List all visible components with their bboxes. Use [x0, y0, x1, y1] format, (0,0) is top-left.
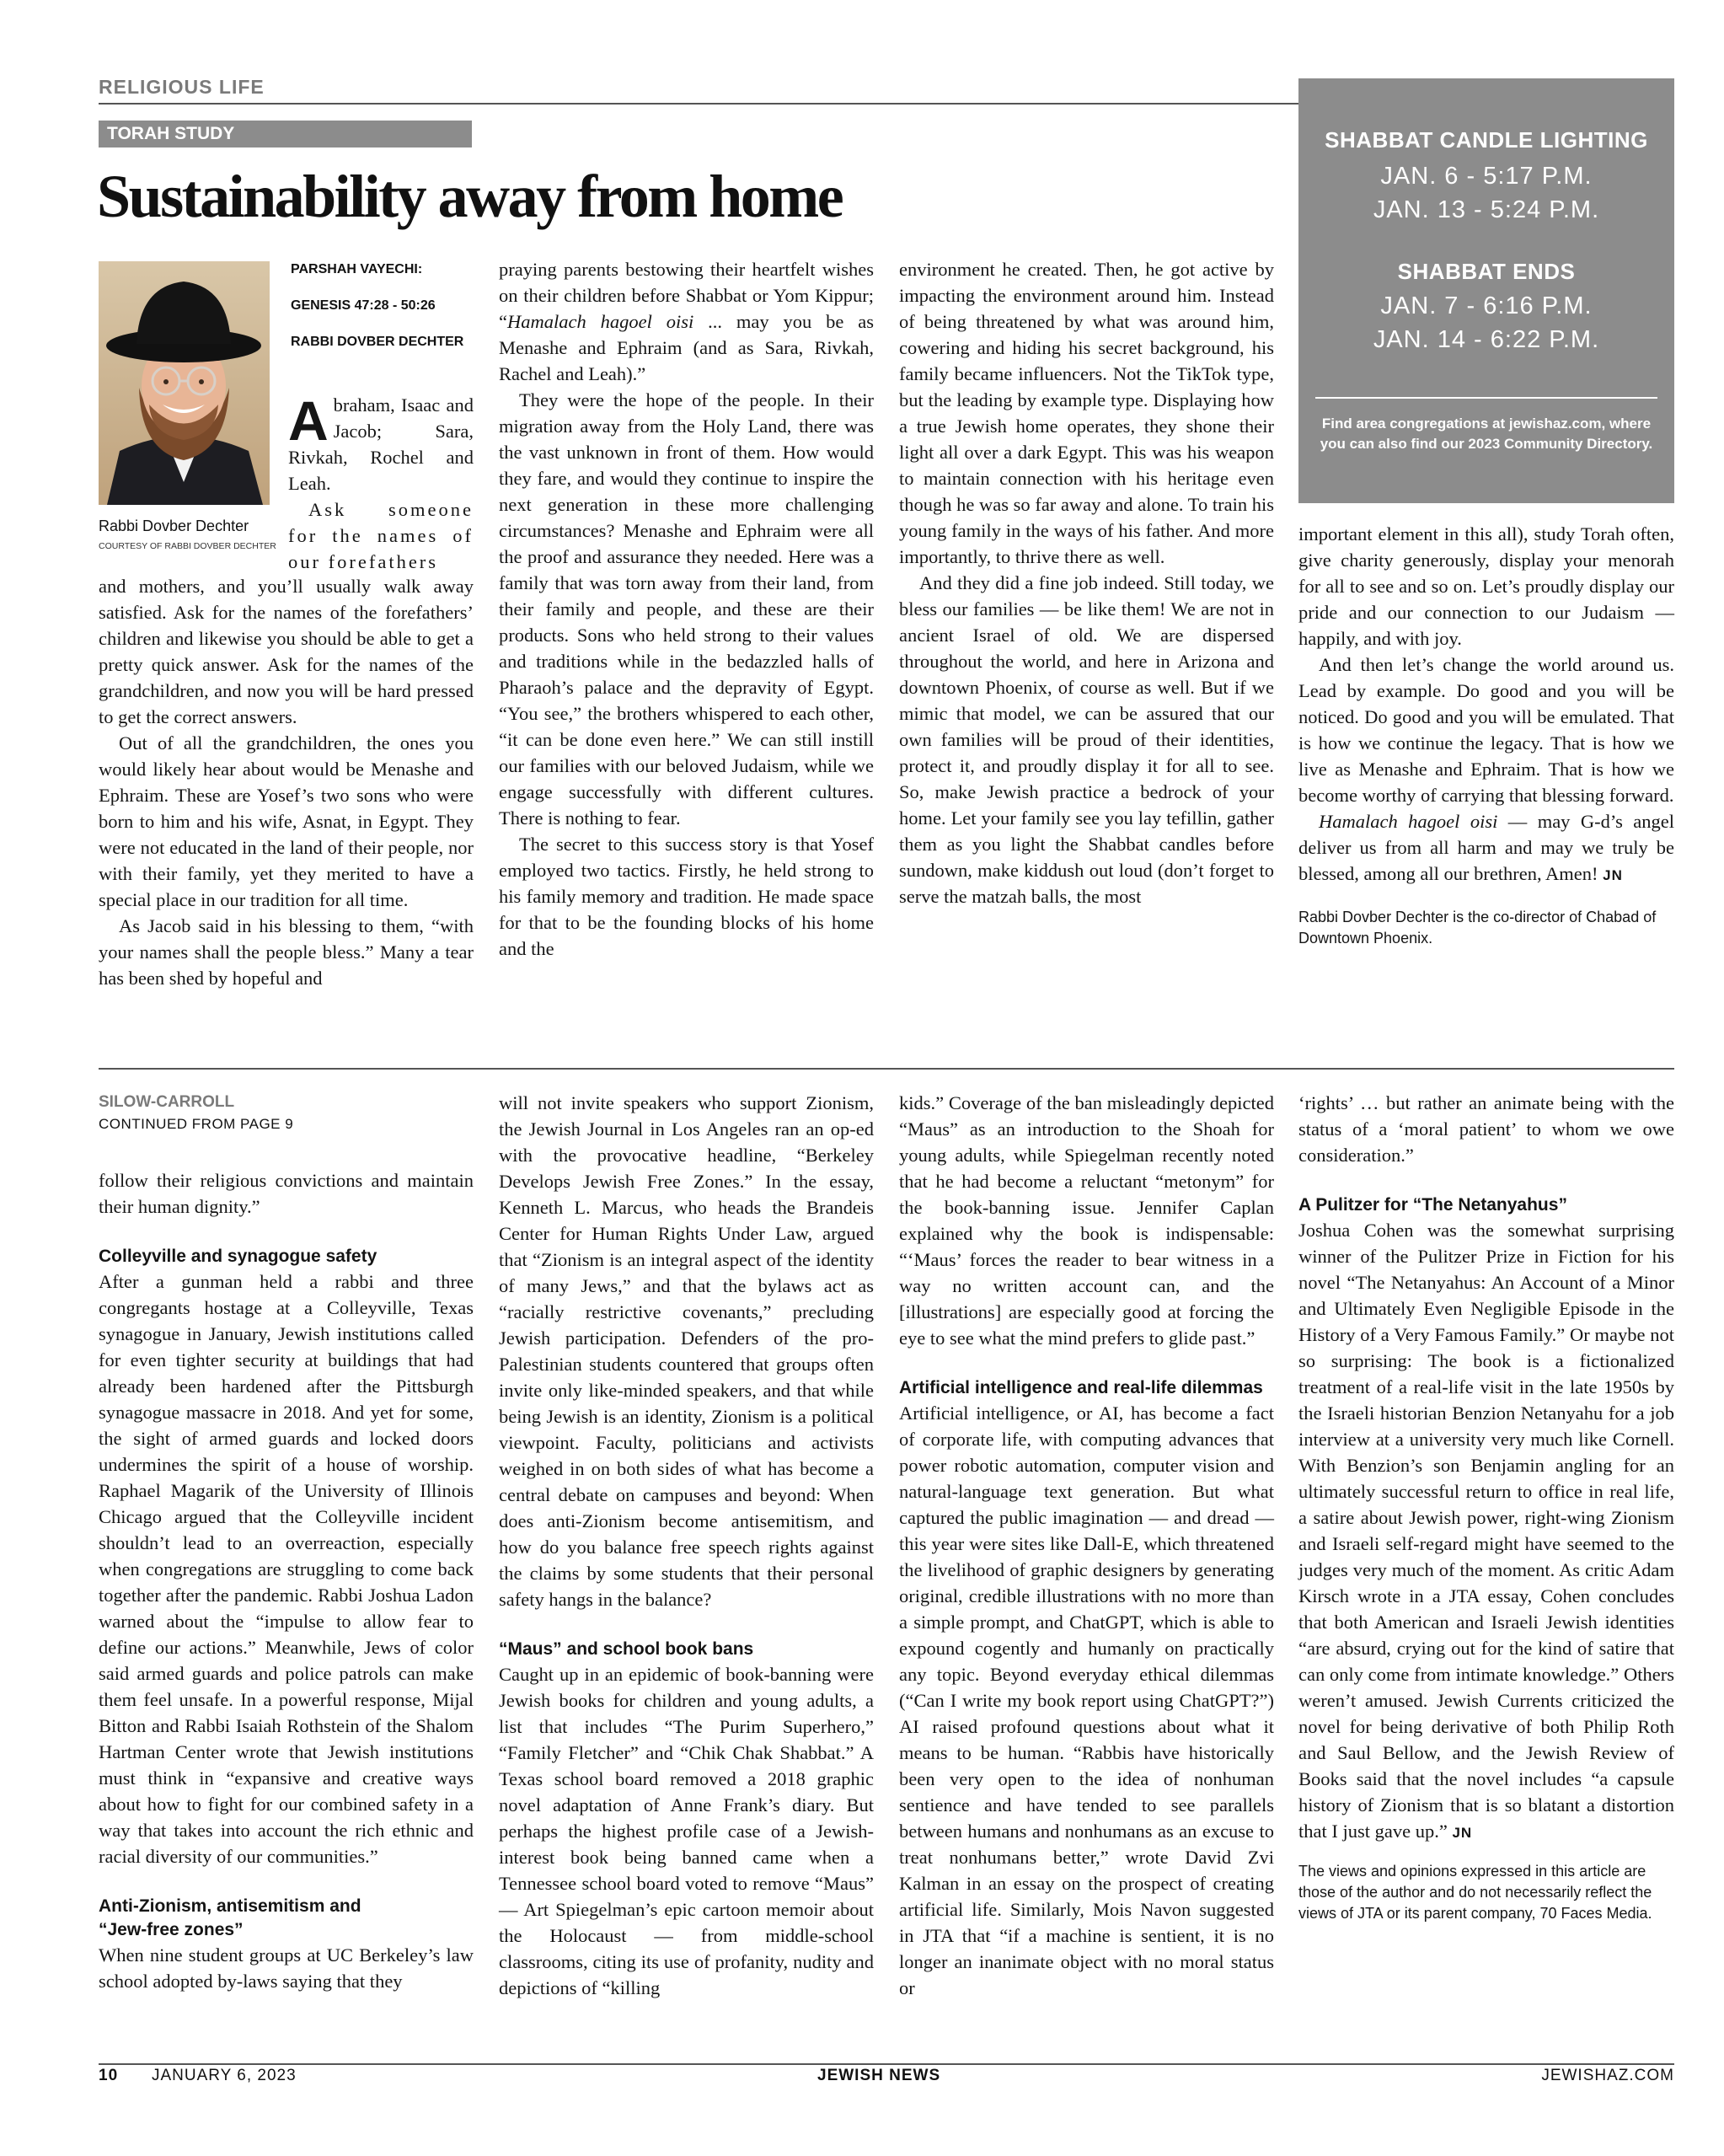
footer-rule	[99, 2063, 1674, 2065]
paragraph: important element in this all), study Torah often, give charity generously, display your menorah for all to see and so on. Let’s proudly display our pride and our connection to our Judaism — happily, and with joy.	[1298, 523, 1674, 649]
paragraph: ‘rights’ … but rather an animate being with the status of a ‘moral patient’ to whom we owe consideration.”	[1298, 1092, 1674, 1166]
text-run: praying parents bestowing their heartfelt wishes on their children before Shabbat or Yom Kippur; “	[499, 259, 874, 332]
paragraph	[1298, 808, 1674, 888]
label-text: TORAH STUDY	[107, 124, 235, 143]
intro-text-b: Ask someone for the names of our forefathers	[288, 499, 474, 572]
torah-col-2	[499, 256, 874, 962]
subhead-pulitzer: A Pulitzer for “The Netanyahus”	[1298, 1195, 1567, 1215]
paragraph: kids.” Coverage of the ban misleadingly depicted “Maus” as an introduction to the Shoah for young adults, while Spiegelman recently noted that he had become a reluctant “metonym” for the book-banning issue. Jennifer Caplan explained why the book is indispensable: “‘Maus’ forces the reader to bear witness in a way no written account can, and the [illustrations] are especially good at forcing the eye to see what the mind prefers to glide past.”	[899, 1092, 1274, 1349]
paragraph: As Jacob said in his blessing to them, “with your names shall the people bless.” Many a tear has been shed by hopeful and	[99, 915, 474, 989]
rabbi-portrait-image	[99, 261, 270, 505]
parshah-label: PARSHAH VAYECHI:	[291, 262, 423, 276]
paragraph	[499, 256, 874, 387]
byline-block	[291, 256, 463, 355]
article-divider	[99, 1068, 1674, 1070]
subhead-ai: Artificial intelligence and real-life dilemmas	[899, 1378, 1263, 1397]
subhead-colleyville: Colleyville and synagogue safety	[99, 1247, 377, 1266]
text-run: ... may you be as Menashe and Ephraim (and as Sara, Rivkah, Rachel and Leah).”	[499, 311, 875, 384]
candle-time-2: JAN. 13 - 5:24 P.M.	[1373, 196, 1600, 223]
continued-col-3	[899, 1090, 1274, 2001]
torah-col-1-intro	[288, 389, 474, 575]
paragraph: They were the hope of the people. In their migration away from the Holy Land, there was the vast unknown in front of them. How would they fare, and would they continue to inspire the next generation in these more challenging circumstances? Menashe and Ephraim were all the proof and assurance they needed. Here was a family that was torn away from their land, from their family and people, and these are their products. Sons who held strong to their values and traditions while in the bedazzled halls of Pharaoh’s palace and the depravity of Egypt. “You see,” the brothers whispered to each other, “it can be done even here.” We can still instill our families with our beloved Judaism, while we engage successfully with different cultures. There is nothing to fear.	[499, 389, 874, 829]
text-run: Joshua Cohen was the somewhat surprising winner of the Pulitzer Prize in Fiction for his novel “The Netanyahus: An Account of a Minor and Ultimately Even Negligible Episode in the History of a Very Famous Family.” Or maybe not so surprising: The book is a fictionalized treatment of a real-life visit in the late 1950s by the Israeli historian Benzion Netanyahu for a job interview at a university very much like Cornell. With Benzion’s son Benjamin angling for an ultimately successful return to office in real life, a satire about Jewish power, right-wing Zionism and Israeli self-regard might have seemed to the judges very much of the moment. As critic Adam Kirsch wrote in a JTA essay, Cohen concludes that both American and Israeli Jewish identities “are absurd, crying out for the kind of satire that can only come from intimate knowledge.” Others weren’t amused. Jewish Currents criticized the novel for being derivative of both Philip Roth and Saul Bellow, and the Jewish Review of Books said that the novel includes “a capsule history of Zionism that is so blatant a distortion that I just gave up.”	[1298, 1220, 1674, 1842]
website: JEWISHAZ.COM	[1541, 2067, 1674, 2084]
torah-col-3	[899, 256, 1274, 909]
text-run: — may G-d’s angel deliver us from all harm and may we truly be blessed, among all our brethren, Amen!	[1298, 811, 1675, 884]
jn-end-mark: JN	[1603, 867, 1623, 883]
box-note: Find area congregations at jewishaz.com, where you can also find our 2023 Community Directory.	[1320, 416, 1653, 452]
issue-date: JANUARY 6, 2023	[152, 2067, 297, 2084]
continued-from: CONTINUED FROM PAGE 9	[99, 1116, 294, 1132]
paragraph: Caught up in an epidemic of book-banning were Jewish books for children and young adults, a list that includes “The Purim Superhero,” “Family Fletcher” and “Chik Chak Shabbat.” A Texas school board removed a 2018 graphic novel adaptation of Anne Frank’s diary. But perhaps the highest profile case of a Jewish-interest book being banned came when a Tennessee school board voted to remove “Maus” — Art Spiegelman’s epic cartoon memoir about the Holocaust — from middle-school classrooms, citing its use of profanity, nudity and depictions of “killing	[499, 1664, 874, 1998]
jn-end-mark: JN	[1452, 1825, 1473, 1841]
page-number: 10	[99, 2067, 119, 2084]
paragraph: Artificial intelligence, or AI, has become a fact of corporate life, with computing advances that power robotic automation, computer vision and natural-language text generation. But what captured the public imagination — and dread — this year were sites like Dall-E, which threatened the livelihood of graphic designers by generating original, credible illustrations with no more than a simple prompt, and ChatGPT, which is able to expound cogently and humanly on practically any topic. Beyond everyday ethical dilemmas (“Can I write my book report using ChatGPT?”) AI raised profound questions about what it means to be human. “Rabbis have historically been very open to the idea of nonhuman sentience and have tended to see parallels between humans and nonhumans as an excuse to treat nonhumans better,” wrote David Zvi Kalman in an essay on the prospect of creating artificial life. Similarly, Mois Navon suggested in JTA that “if a machine is sentient, it is no longer an inanimate object with no moral status or	[899, 1402, 1274, 1998]
section-title: RELIGIOUS LIFE	[99, 76, 265, 98]
candle-lighting-heading: SHABBAT CANDLE LIGHTING	[1325, 127, 1648, 153]
photo-caption: Rabbi Dovber Dechter	[99, 518, 249, 534]
paragraph: environment he created. Then, he got active by impacting the environment around him. Instead of being threatened by what was around him, cowering and hiding his secret background, his family became influencers. Not the TikTok type, but the leading by example type. Displaying how a true Jewish home operates, they shone their light all over a dark Egypt. This was his weapon to maintain connection with his heritage even though he was so far away and alone. To train his young family in the ways of his father. And more importantly, to thrive there as well.	[899, 259, 1274, 567]
photo-credit: COURTESY OF RABBI DOVBER DECHTER	[99, 541, 276, 551]
torah-study-label	[99, 121, 472, 147]
italic-phrase: Hamalach hagoel oisi	[1319, 811, 1498, 832]
paragraph: And they did a fine job indeed. Still today, we bless our families — be like them! We are not in ancient Israel of old. We are dispersed throughout the world, and here in Arizona and downtown Phoenix, of course as well. But if we mimic that model, we can be assured that our own families will be proud of their identities, protect it, and proudly display it for all to see. So, make Jewish practice a bedrock of your home. Let your family see you lay tefillin, gather them as you light the Shabbat candles before sundown, make kiddush out loud (don’t forget to serve the matzah balls, the most	[899, 572, 1274, 907]
box-divider	[1315, 397, 1657, 399]
subhead-anti-zionism-2: “Jew-free zones”	[99, 1920, 244, 1939]
paragraph: will not invite speakers who support Zionism, the Jewish Journal in Los Angeles ran an op-ed with the provocative headline, “Berkeley Develops Jewish Free Zones.” In the essay, Kenneth L. Marcus, who heads the Brandeis Center for Human Rights Under Law, argued that “Zionism is an integral aspect of the identity of many Jews,” and that the bylaws act as “racially restrictive covenants,” precluding Jewish participation. Defenders of the pro-Palestinian students countered that groups often invite only like-minded speakers, and that while being Jewish is an identity, Zionism is a political viewpoint. Faculty, politicians and activists weighed in on both sides of what has become a central debate on campuses and beyond: When does anti-Zionism become antisemitism, and how do you balance free speech rights against the claims by some students that their personal safety hangs in the balance?	[499, 1092, 874, 1610]
verse-range: GENESIS 47:28 - 50:26	[291, 298, 436, 313]
continued-author: SILOW-CARROLL	[99, 1093, 235, 1111]
paragraph: Out of all the grandchildren, the ones you would likely hear about would be Menashe and Ephraim. These are Yosef’s two sons who were born to him and his wife, Asnat, in Egypt. They were not educated in the land of their people, nor with their family, yet they merited to have a special place in our tradition for all time.	[99, 732, 474, 910]
section-rule	[99, 103, 1312, 105]
shabbat-ends-heading: SHABBAT ENDS	[1397, 259, 1576, 284]
ends-time-2: JAN. 14 - 6:22 P.M.	[1373, 326, 1600, 353]
torah-col-1	[99, 573, 474, 991]
paragraph: When nine student groups at UC Berkeley’s law school adopted by-laws saying that they	[99, 1944, 474, 1992]
subhead-maus: “Maus” and school book bans	[499, 1639, 754, 1659]
shabbat-times-box	[1298, 78, 1674, 503]
continued-col-2	[499, 1090, 874, 2001]
paragraph: The secret to this success story is that Yosef employed two tactics. Firstly, he held strong to his family memory and tradition. He made space for that to be the founding blocks of his home and the	[499, 834, 874, 959]
page-headline: Sustainability away from home	[97, 163, 843, 230]
paragraph: follow their religious convictions and maintain their human dignity.”	[99, 1170, 474, 1217]
continued-col-1	[99, 1167, 474, 1994]
disclaimer: The views and opinions expressed in this article are those of the author and do not necessarily reflect the views of JTA or its parent company, 70 Faces Media.	[1298, 1863, 1652, 1922]
paragraph	[1298, 1217, 1674, 1846]
paragraph: And then let’s change the world around us. Lead by example. Do good and you will be noticed. Do good and you will be emulated. That is how we continue the legacy. That is how we live as Menashe and Ephraim. That is how we become worthy of carrying that blessing forward.	[1298, 654, 1674, 806]
author-photo	[99, 261, 270, 505]
paragraph: and mothers, and you’ll usually walk away satisfied. Ask for the names of the forefathers’ children and likewise you should be able to get a pretty quick answer. Ask for the names of the grandchildren, and now you will be hard pressed to get the correct answers.	[99, 576, 474, 727]
continued-col-4	[1298, 1090, 1674, 1924]
intro-text: braham, Isaac and Jacob; Sara, Rivkah, Rochel and Leah.	[288, 394, 474, 494]
publication-name: JEWISH NEWS	[817, 2067, 941, 2084]
author-byline: RABBI DOVBER DECHTER	[291, 335, 464, 349]
author-bio: Rabbi Dovber Dechter is the co-director of Chabad of Downtown Phoenix.	[1298, 909, 1657, 947]
candle-time-1: JAN. 6 - 5:17 P.M.	[1380, 163, 1593, 190]
torah-col-4	[1298, 521, 1674, 949]
subhead-anti-zionism: Anti-Zionism, antisemitism and	[99, 1896, 361, 1916]
italic-phrase: Hamalach hagoel oisi	[507, 311, 694, 332]
drop-cap: A	[288, 389, 329, 452]
paragraph: After a gunman held a rabbi and three congregants hostage at a Colleyville, Texas synagogue in January, Jewish institutions called for even tighter security at buildings that had already been hardened after the Pittsburgh synagogue massacre in 2018. And yet for some, the sight of armed guards and locked doors undermines the spirit of a house of worship. Raphael Magarik of the University of Illinois Chicago argued that the Colleyville incident shouldn’t lead to an overreaction, especially when congregations are struggling to come back together after the pandemic. Rabbi Joshua Ladon warned about the “impulse to allow fear to define our actions.” Meanwhile, Jews of color said armed guards and police patrols can make them feel unsafe. In a powerful response, Mijal Bitton and Rabbi Isaiah Rothstein of the Shalom Hartman Center wrote that Jewish institutions must think in “expansive and creative ways about how to fight for our combined safety in a way that takes into account the rich ethnic and racial diversity of our communities.”	[99, 1271, 474, 1867]
ends-time-1: JAN. 7 - 6:16 P.M.	[1380, 292, 1593, 319]
